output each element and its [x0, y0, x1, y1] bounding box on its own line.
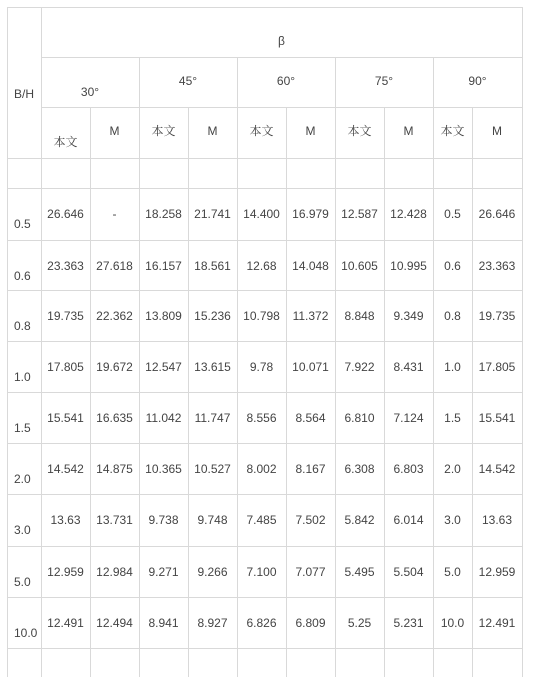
table-cell: 9.748: [197, 513, 228, 527]
table-cell: 17.805: [478, 360, 516, 374]
table-cell: 10.365: [145, 462, 182, 476]
table-cell: 16.635: [96, 411, 133, 425]
table-cell: 18.258: [145, 207, 182, 221]
row-label: 1.5: [14, 421, 31, 435]
sub-column-header: 本文: [151, 124, 176, 138]
sub-column-header: M: [403, 124, 414, 138]
table-cell: 12.959: [47, 565, 84, 579]
table-cell: 13.63: [50, 513, 81, 527]
sub-column-header: M: [492, 124, 502, 138]
table-cell: 7.922: [344, 360, 375, 374]
table-cell: -: [112, 207, 117, 221]
table-cell: 13.63: [481, 513, 513, 527]
table-cell: 14.542: [47, 462, 84, 476]
table-cell: 7.502: [295, 513, 326, 527]
table-cell: 8.167: [295, 462, 326, 476]
row-label: 2.0: [14, 472, 31, 486]
table-cell: 6.014: [393, 513, 424, 527]
row-label: 0.5: [14, 217, 31, 231]
beta-header: β: [278, 34, 285, 48]
table-cell: 23.363: [47, 259, 84, 273]
table-cell: 14.875: [96, 462, 133, 476]
table-cell: 5.504: [393, 565, 424, 579]
table-cell: 5.231: [393, 616, 424, 630]
table-cell: 10.798: [243, 309, 280, 323]
table-cell: 18.561: [194, 259, 231, 273]
row-label: 1.0: [14, 370, 31, 384]
table-cell: 6.826: [246, 616, 277, 630]
table-cell: 0.5: [444, 207, 461, 221]
table-cell: 19.735: [47, 309, 84, 323]
table-cell: 10.605: [341, 259, 378, 273]
table-cell: 16.979: [292, 207, 329, 221]
angle-header: 90°: [468, 74, 487, 88]
table-cell: 5.842: [344, 513, 375, 527]
table-cell: 13.809: [145, 309, 182, 323]
table-cell: 13.615: [194, 360, 231, 374]
table-cell: 27.618: [96, 259, 133, 273]
table-cell: 17.805: [47, 360, 84, 374]
table-cell: 7.100: [246, 565, 277, 579]
table-cell: 23.363: [478, 259, 516, 273]
table-cell: 12.491: [478, 616, 516, 630]
table-cell: 2.0: [444, 462, 461, 476]
table-cell: 11.372: [292, 309, 329, 323]
table-cell: 9.78: [249, 360, 274, 374]
table-cell: 12.959: [478, 565, 516, 579]
table-cell: 13.731: [96, 513, 133, 527]
table-cell: 8.556: [246, 411, 277, 425]
table-cell: 3.0: [444, 513, 461, 527]
table-cell: 0.8: [444, 309, 461, 323]
row-label: 3.0: [14, 523, 31, 537]
table-cell: 8.002: [246, 462, 277, 476]
table-cell: 11.042: [145, 411, 182, 425]
table-cell: 22.362: [96, 309, 133, 323]
row-label-header: B/H: [14, 87, 35, 101]
table-cell: 10.527: [194, 462, 231, 476]
table-cell: 12.428: [390, 207, 427, 221]
table-cell: 6.803: [393, 462, 424, 476]
table-cell: 10.071: [292, 360, 329, 374]
angle-header: 60°: [276, 74, 296, 88]
table-cell: 12.491: [47, 616, 84, 630]
row-label: 5.0: [14, 575, 31, 589]
table-cell: 9.266: [197, 565, 228, 579]
sub-column-header: M: [109, 124, 120, 138]
table-cell: 12.984: [96, 565, 133, 579]
table-cell: 1.5: [444, 411, 461, 425]
table-cell: 16.157: [145, 259, 182, 273]
table-cell: 12.587: [341, 207, 378, 221]
table-cell: 14.048: [292, 259, 329, 273]
table-cell: 14.542: [478, 462, 516, 476]
table-cell: 12.68: [246, 259, 277, 273]
row-label: 10.0: [14, 626, 38, 640]
sub-column-header: 本文: [53, 135, 78, 149]
table-cell: 8.927: [197, 616, 228, 630]
sub-column-header: 本文: [249, 124, 274, 138]
table-cell: 15.236: [194, 309, 231, 323]
sub-column-header: M: [305, 124, 316, 138]
table-cell: 9.349: [393, 309, 424, 323]
table-cell: 26.646: [478, 207, 516, 221]
table-cell: 5.25: [347, 616, 372, 630]
table-cell: 14.400: [243, 207, 280, 221]
table-cell: 5.495: [344, 565, 375, 579]
table-cell: 6.809: [295, 616, 326, 630]
table-cell: 8.564: [295, 411, 326, 425]
table-cell: 7.077: [295, 565, 326, 579]
table-cell: 11.747: [194, 411, 231, 425]
table-cell: 0.6: [444, 259, 461, 273]
table-cell: 7.124: [393, 411, 424, 425]
sub-column-header: 本文: [440, 124, 465, 138]
table-cell: 12.494: [96, 616, 133, 630]
table-cell: 15.541: [478, 411, 516, 425]
table-cell: 8.431: [393, 360, 424, 374]
angle-header: 30°: [80, 85, 100, 99]
table-cell: 8.848: [344, 309, 375, 323]
sub-column-header: 本文: [347, 124, 372, 138]
table-cell: 8.941: [148, 616, 179, 630]
table-cell: 19.735: [478, 309, 516, 323]
table-cell: 9.738: [148, 513, 179, 527]
sub-column-header: M: [207, 124, 218, 138]
angle-header: 45°: [178, 74, 198, 88]
table-cell: 5.0: [444, 565, 461, 579]
angle-header: 75°: [374, 74, 394, 88]
table-cell: 15.541: [47, 411, 84, 425]
table-cell: 1.0: [444, 360, 461, 374]
table-cell: 6.308: [344, 462, 375, 476]
table-cell: 9.271: [148, 565, 179, 579]
row-label: 0.8: [14, 319, 31, 333]
table-cell: 12.547: [145, 360, 182, 374]
row-label: 0.6: [14, 269, 31, 283]
table-cell: 10.995: [390, 259, 427, 273]
table-cell: 26.646: [47, 207, 84, 221]
table-cell: 10.0: [440, 616, 465, 630]
table-cell: 6.810: [344, 411, 375, 425]
table-cell: 7.485: [246, 513, 277, 527]
table-cell: 19.672: [96, 360, 133, 374]
table-cell: 21.741: [194, 207, 231, 221]
